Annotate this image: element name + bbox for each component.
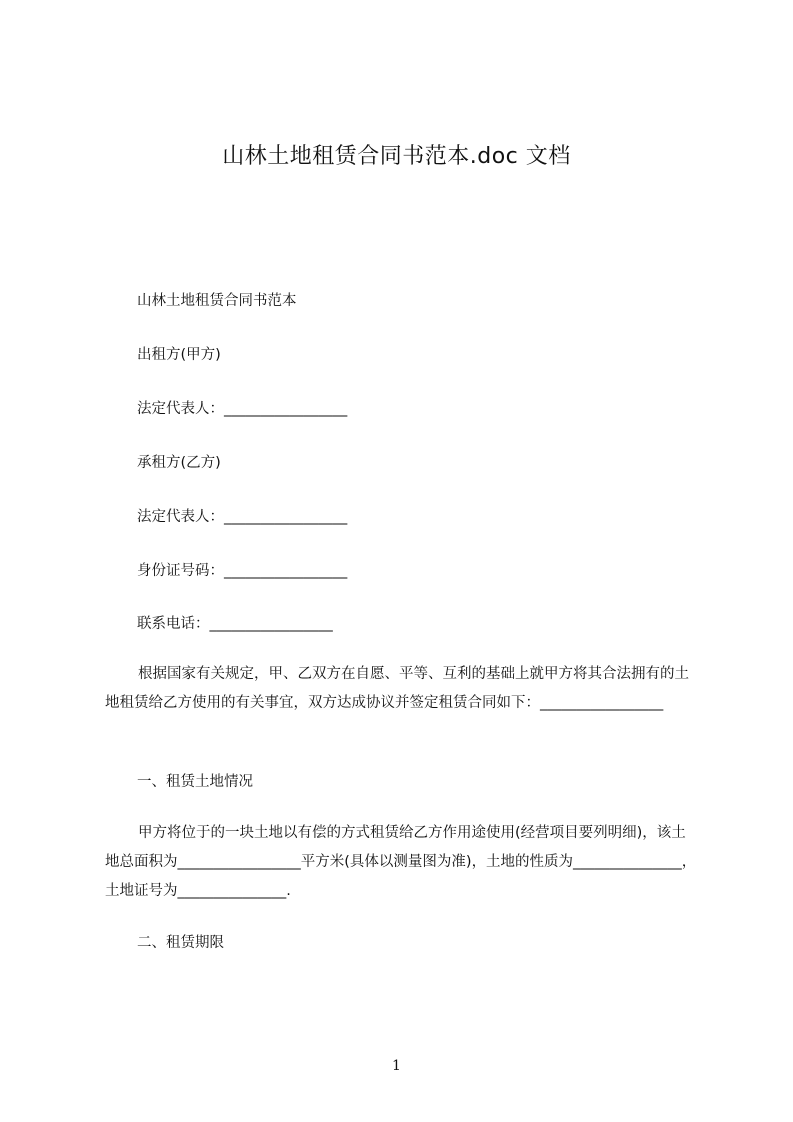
lessee-label: 承租方(乙方) bbox=[137, 455, 221, 471]
lessor-representative-field: 法定代表人：_________________ bbox=[137, 401, 348, 417]
document-title: 山林土地租赁合同书范本.doc 文档 bbox=[222, 144, 571, 169]
preamble-paragraph: 根据国家有关规定，甲、乙双方在自愿、平等、互利的基础上就甲方将其合法拥有的土地租赁给乙方使用的有关事宜，双方达成协议并签定租赁合同如下：_________________ bbox=[105, 666, 689, 711]
contract-heading: 山林土地租赁合同书范本 bbox=[137, 293, 297, 309]
page-number: 1 bbox=[392, 1058, 401, 1074]
lessee-representative-field: 法定代表人：_________________ bbox=[137, 509, 348, 525]
section-1-paragraph: 甲方将位于的一块土地以有偿的方式租赁给乙方作用途使用(经营项目要列明细)，该土地总面积为_________________平方米(具体以测量图为准)，土地的性质为_______________，土地证号为_______________. bbox=[105, 825, 697, 899]
id-number-field: 身份证号码：_________________ bbox=[137, 563, 348, 579]
section-1-title: 一、租赁土地情况 bbox=[137, 774, 253, 790]
phone-field: 联系电话：_________________ bbox=[137, 616, 333, 632]
section-2-title: 二、租赁期限 bbox=[137, 935, 224, 951]
lessor-label: 出租方(甲方) bbox=[137, 347, 221, 363]
